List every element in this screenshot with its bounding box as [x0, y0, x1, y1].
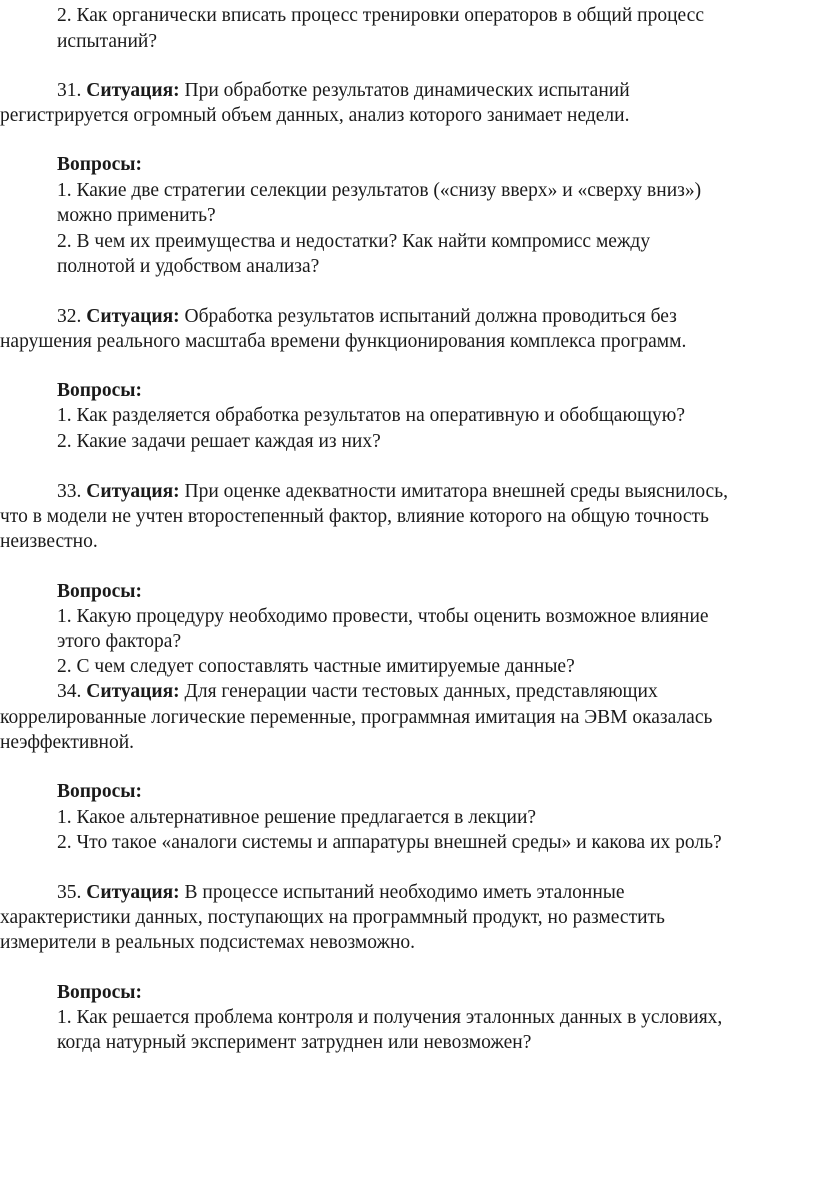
question-1-line-1: 1. Какие две стратегии селекции результатов («снизу вверх» и «сверху вниз»): [57, 180, 702, 201]
situation-35: [57, 881, 625, 905]
situation-35-line-2: характеристики данных, поступающих на программный продукт, но разместить: [0, 907, 665, 928]
situation-35-line-3: измерители в реальных подсистемах невозможно.: [0, 932, 416, 953]
situation-32-line-2: нарушения реального масштаба времени функционирования комплекса программ.: [0, 331, 687, 352]
questions-heading: Вопросы:: [57, 380, 142, 401]
situation-33-line-3: неизвестно.: [0, 531, 98, 552]
question-2-line-2: испытаний?: [57, 31, 158, 52]
question-2: 2. Что такое «аналоги системы и аппаратуры внешней среды» и какова их роль?: [57, 832, 722, 853]
question-1-line-1: 1. Какую процедуру необходимо провести, чтобы оценить возможное влияние: [57, 606, 709, 627]
situation-label: Ситуация:: [86, 681, 180, 702]
situation-number: 32.: [57, 306, 82, 327]
questions-heading: Вопросы:: [57, 154, 142, 175]
question-1: 1. Как разделяется обработка результатов на оперативную и обобщающую?: [57, 405, 686, 426]
situation-33: [57, 480, 728, 504]
situation-label: Ситуация:: [86, 882, 180, 903]
situation-34-line-3: неэффективной.: [0, 732, 135, 753]
situation-34-line-2: коррелированные логические переменные, программная имитация на ЭВМ оказалась: [0, 707, 713, 728]
question-2-line-2: полнотой и удобством анализа?: [57, 256, 320, 277]
question-2-line-1: 2. В чем их преимущества и недостатки? Как найти компромисс между: [57, 231, 651, 252]
question-2: 2. С чем следует сопоставлять частные имитируемые данные?: [57, 656, 575, 677]
situation-label: Ситуация:: [86, 306, 180, 327]
questions-heading: Вопросы:: [57, 581, 142, 602]
situation-label: Ситуация:: [86, 481, 180, 502]
situation-text: При оценке адекватности имитатора внешней среды выяснилось,: [184, 481, 728, 502]
question-1: 1. Какое альтернативное решение предлагается в лекции?: [57, 807, 537, 828]
situation-number: 35.: [57, 882, 82, 903]
situation-text: В процессе испытаний необходимо иметь эталонные: [184, 882, 625, 903]
situation-33-line-2: что в модели не учтен второстепенный фактор, влияние которого на общую точность: [0, 506, 709, 527]
situation-text: Обработка результатов испытаний должна проводиться без: [184, 306, 677, 327]
questions-heading: Вопросы:: [57, 982, 142, 1003]
situation-31-line-2: регистрируется огромный объем данных, анализ которого занимает недели.: [0, 105, 630, 126]
questions-heading: Вопросы:: [57, 781, 142, 802]
question-1-line-2: этого фактора?: [57, 631, 182, 652]
question-2-line-1: 2. Как органически вписать процесс тренировки операторов в общий процесс: [57, 5, 704, 26]
question-1-line-2: когда натурный эксперимент затруднен или невозможен?: [57, 1032, 532, 1053]
situation-text: Для генерации части тестовых данных, представляющих: [184, 681, 658, 702]
question-1-line-1: 1. Как решается проблема контроля и получения эталонных данных в условиях,: [57, 1007, 723, 1028]
situation-31: [57, 79, 630, 103]
situation-32: [57, 305, 677, 329]
question-2: 2. Какие задачи решает каждая из них?: [57, 431, 381, 452]
situation-text: При обработке результатов динамических испытаний: [184, 80, 630, 101]
situation-number: 31.: [57, 80, 82, 101]
situation-34: [57, 680, 658, 704]
situation-number: 34.: [57, 681, 82, 702]
situation-label: Ситуация:: [86, 80, 180, 101]
question-1-line-2: можно применить?: [57, 205, 216, 226]
situation-number: 33.: [57, 481, 82, 502]
